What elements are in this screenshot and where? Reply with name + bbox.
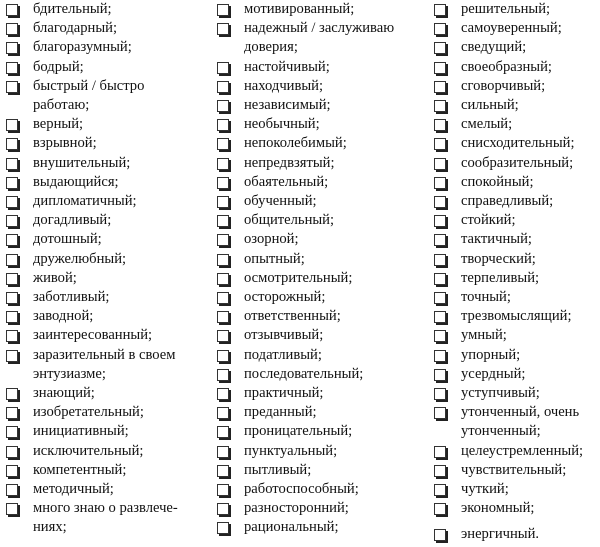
checklist-item-label-continuation: утонченный; [461,423,541,440]
checkbox-icon[interactable] [434,465,446,477]
checklist-item[interactable] [6,307,206,326]
checklist-item-label: экономный; [461,500,535,517]
checkbox-icon[interactable] [434,407,446,419]
checklist-item[interactable] [6,346,206,384]
checklist-column-1 [6,0,206,538]
checklist-item-label: смелый; [461,116,513,133]
checklist-item-label: внушительный; [33,154,131,171]
checklist-item-label: стойкий; [461,212,516,229]
checkbox-icon[interactable] [6,292,18,304]
checklist-item[interactable] [6,442,206,461]
checkbox-icon[interactable] [434,254,446,266]
checkbox-icon[interactable] [217,4,229,16]
checkbox-icon[interactable] [217,407,229,419]
checklist-item-label: осмотрительный; [244,269,353,286]
checkbox-icon[interactable] [434,177,446,189]
checklist-item[interactable] [6,384,206,403]
checklist-item-label: терпеливый; [461,269,540,286]
checklist-item-label: своеобразный; [461,58,552,75]
checklist-item-label: заводной; [33,308,94,325]
checkbox-icon[interactable] [434,369,446,381]
checkbox-icon[interactable] [217,234,229,246]
checklist-item[interactable] [217,442,427,461]
checklist-item-label: последовательный; [244,365,364,382]
checklist-item-label-continuation: работаю; [33,97,90,114]
checkbox-icon[interactable] [6,81,18,93]
checklist-item-label-continuation: ниях; [33,519,67,536]
checkbox-icon[interactable] [6,484,18,496]
checklist-item-label: утонченный, очень [461,404,580,421]
checklist-item-label: снисходительный; [461,135,575,152]
checklist-item-label: общительный; [244,212,335,229]
checkbox-icon[interactable] [217,81,229,93]
checkbox-icon[interactable] [217,311,229,323]
checkbox-icon[interactable] [434,234,446,246]
checklist-item-label: целеустремленный; [461,442,584,459]
checklist-item[interactable] [434,525,600,544]
checklist-item[interactable] [6,192,206,211]
checkbox-icon[interactable] [434,388,446,400]
checkbox-icon[interactable] [217,62,229,74]
checklist-item[interactable] [217,154,427,173]
checklist-item-label: самоуверенный; [461,20,562,37]
checklist-item-label: умный; [461,327,507,344]
checklist-item[interactable] [6,173,206,192]
checklist-item[interactable] [434,403,600,441]
checklist-item[interactable] [434,365,600,384]
checklist-item-label: сведущий; [461,39,527,56]
checklist-item[interactable] [434,384,600,403]
checkbox-icon[interactable] [217,23,229,35]
checklist-item[interactable] [434,346,600,365]
checklist-item-label: мотивированный; [244,1,355,17]
checklist-item-label: чуткий; [461,481,509,498]
checklist-item-label: энергичный. [461,526,540,543]
checklist-item-label: взрывной; [33,135,97,152]
checkbox-icon[interactable] [434,529,446,541]
checklist-item-label: опытный; [244,250,305,267]
checklist-item-label: заботливый; [33,289,110,306]
checkbox-icon[interactable] [6,234,18,246]
checkbox-icon[interactable] [217,138,229,150]
checklist-item[interactable] [6,19,206,38]
checklist-item-label: творческий; [461,250,536,267]
checklist-item-label: точный; [461,289,511,306]
checkbox-icon[interactable] [6,426,18,438]
checklist-item-label: ответственный; [244,308,341,325]
checklist-item-label: чувствительный; [461,461,567,478]
checklist-item[interactable] [217,499,427,518]
checklist-item[interactable] [217,230,427,249]
checklist-item-label: инициативный; [33,423,129,440]
checklist-item-label: отзывчивый; [244,327,324,344]
checklist-item[interactable] [217,365,427,384]
checklist-item-label: дотошный; [33,231,102,248]
checklist-item[interactable] [217,0,427,19]
checkbox-icon[interactable] [6,273,18,285]
checklist-item[interactable] [6,211,206,230]
checklist-item-label: пытливый; [244,461,312,478]
checklist-item[interactable] [434,480,600,499]
checklist-item[interactable] [217,269,427,288]
checkbox-icon[interactable] [6,330,18,342]
checklist-item[interactable] [217,134,427,153]
checklist-item-label: обаятельный; [244,173,329,190]
checklist-item-label: осторожный; [244,289,326,306]
checklist-item[interactable] [217,403,427,422]
checklist-item-label: пунктуальный; [244,442,338,459]
checkbox-icon[interactable] [217,273,229,285]
checklist-item-label: надежный / заслуживаю [244,20,395,37]
checklist-item[interactable] [217,480,427,499]
checklist-item-label: заинтересованный; [33,327,153,344]
checklist-item-label: настойчивый; [244,58,330,75]
checklist-item[interactable] [217,346,427,365]
checklist-column-2 [217,0,427,538]
checkbox-icon[interactable] [6,407,18,419]
checkbox-icon[interactable] [217,292,229,304]
checklist-item[interactable] [6,134,206,153]
checklist-item[interactable] [434,173,600,192]
checkbox-icon[interactable] [6,62,18,74]
checklist-item[interactable] [434,211,600,230]
checklist-item-label: изобретательный; [33,404,144,421]
checkbox-icon[interactable] [217,388,229,400]
checkbox-icon[interactable] [434,446,446,458]
checklist-item[interactable] [217,518,427,537]
checklist-item[interactable] [6,58,206,77]
checklist-item[interactable] [434,288,600,307]
checkbox-icon[interactable] [434,158,446,170]
checklist-item[interactable] [217,307,427,326]
checklist-item-label: трезвомыслящий; [461,308,572,325]
checklist-item-label: бодрый; [33,58,84,75]
checkbox-icon[interactable] [434,273,446,285]
checkbox-icon[interactable] [434,350,446,362]
checklist-item[interactable] [217,326,427,345]
checklist-item-label: независимый; [244,97,331,114]
checklist-item-label: сильный; [461,97,519,114]
checklist-item-label: усердный; [461,365,526,382]
checkbox-icon[interactable] [434,484,446,496]
checklist-item-label: спокойный; [461,173,534,190]
checklist-item[interactable] [434,0,600,19]
checklist-item[interactable] [434,250,600,269]
checklist-item[interactable] [217,192,427,211]
checklist-column-3 [434,0,600,545]
checklist-item[interactable] [217,96,427,115]
checklist-item-label: бдительный; [33,1,112,17]
checkbox-icon[interactable] [434,292,446,304]
checklist-item-label: рациональный; [244,519,339,536]
checklist-item[interactable] [434,230,600,249]
checkbox-icon[interactable] [434,215,446,227]
checklist-item-label: выдающийся; [33,173,119,190]
checkbox-icon[interactable] [434,81,446,93]
checklist-item[interactable] [217,115,427,134]
checkbox-icon[interactable] [6,388,18,400]
checklist-item-label: верный; [33,116,84,133]
checklist-item-label: сговорчивый; [461,77,546,94]
checklist-item[interactable] [6,499,206,537]
checkbox-icon[interactable] [217,503,229,515]
checklist-item[interactable] [6,230,206,249]
checklist-item[interactable] [217,211,427,230]
checklist-item-label: находчивый; [244,77,324,94]
checklist-item[interactable] [434,134,600,153]
checkbox-icon[interactable] [217,254,229,266]
checklist-item-label: упорный; [461,346,521,363]
checkbox-icon[interactable] [217,465,229,477]
checklist-item[interactable] [434,19,600,38]
checklist-item[interactable] [434,326,600,345]
checklist-item[interactable] [217,288,427,307]
checkbox-icon[interactable] [6,177,18,189]
checkbox-icon[interactable] [6,215,18,227]
checklist-item-label: знающий; [33,385,95,402]
checklist-item-label: работоспособный; [244,481,359,498]
checklist-item-label: непоколебимый; [244,135,347,152]
checklist-item[interactable] [434,58,600,77]
checkbox-icon[interactable] [434,62,446,74]
checklist-item-label: необычный; [244,116,320,133]
checkbox-icon[interactable] [6,23,18,35]
checklist-item-label: справедливый; [461,193,554,210]
checklist-item[interactable] [6,77,206,115]
checklist-item[interactable] [217,19,427,57]
checklist-item-label: компетентный; [33,461,127,478]
checklist-item-label: податливый; [244,346,322,363]
checkbox-icon[interactable] [217,369,229,381]
checklist-item[interactable] [434,442,600,461]
checklist-item[interactable] [434,461,600,480]
checkbox-icon[interactable] [434,503,446,515]
checkbox-icon[interactable] [217,522,229,534]
checklist-item-label: практичный; [244,385,324,402]
checklist-item[interactable] [434,38,600,57]
checklist-item[interactable] [434,499,600,518]
checklist-item[interactable] [6,154,206,173]
checkbox-icon[interactable] [6,158,18,170]
checklist-item[interactable] [217,461,427,480]
checklist-item[interactable] [434,154,600,173]
checklist-item[interactable] [217,173,427,192]
checklist-item[interactable] [434,96,600,115]
checklist-item[interactable] [6,326,206,345]
checkbox-icon[interactable] [217,158,229,170]
checklist-item-label: благодарный; [33,20,117,37]
checklist-item[interactable] [6,422,206,441]
checklist-item-label: проницательный; [244,423,353,440]
checklist-item[interactable] [434,192,600,211]
checkbox-icon[interactable] [434,119,446,131]
checkbox-icon[interactable] [6,196,18,208]
checkbox-icon[interactable] [6,138,18,150]
checkbox-icon[interactable] [217,177,229,189]
checkbox-icon[interactable] [434,100,446,112]
checklist-item-label: быстрый / быстро [33,77,145,94]
checklist-item-label: живой; [33,269,77,286]
checkbox-icon[interactable] [217,330,229,342]
checkbox-icon[interactable] [217,196,229,208]
checklist-item[interactable] [217,77,427,96]
checkbox-icon[interactable] [217,100,229,112]
checkbox-icon[interactable] [434,23,446,35]
checklist-item-label: заразительный в своем [33,346,176,363]
checklist-item[interactable] [434,307,600,326]
checkbox-icon[interactable] [217,484,229,496]
checklist-item[interactable] [434,77,600,96]
checklist-item[interactable] [434,115,600,134]
checklist-item-label: обученный; [244,193,317,210]
checkbox-icon[interactable] [217,215,229,227]
checklist-item[interactable] [6,480,206,499]
checkbox-icon[interactable] [434,138,446,150]
checklist-item-label: тактичный; [461,231,532,248]
checklist-item[interactable] [217,58,427,77]
checkbox-icon[interactable] [434,4,446,16]
checkbox-icon[interactable] [6,311,18,323]
checkbox-icon[interactable] [217,426,229,438]
checklist-item-label: разносторонний; [244,500,349,517]
checkbox-icon[interactable] [6,465,18,477]
checkbox-icon[interactable] [217,350,229,362]
checklist-item-label: дружелюбный; [33,250,127,267]
checkbox-icon[interactable] [6,4,18,16]
checklist-item-label: дипломатичный; [33,193,137,210]
checklist-item[interactable] [217,250,427,269]
checklist-item-label: решительный; [461,1,551,17]
checkbox-icon[interactable] [434,311,446,323]
checklist-item-label-continuation: энтузиазме; [33,365,106,382]
checklist-item[interactable] [6,38,206,57]
checkbox-icon[interactable] [6,350,18,362]
checklist-item-label: благоразумный; [33,39,132,56]
checkbox-icon[interactable] [217,446,229,458]
checkbox-icon[interactable] [6,446,18,458]
checklist-item[interactable] [217,422,427,441]
checklist-item[interactable] [6,403,206,422]
checklist-item-label: преданный; [244,404,317,421]
checkbox-icon[interactable] [6,503,18,515]
checkbox-icon[interactable] [434,196,446,208]
checkbox-icon[interactable] [217,119,229,131]
checkbox-icon[interactable] [434,42,446,54]
checklist-item[interactable] [6,250,206,269]
checkbox-icon[interactable] [434,330,446,342]
checklist-item-label-continuation: доверия; [244,39,298,56]
checklist-item-label: непредвзятый; [244,154,335,171]
checkbox-icon[interactable] [6,119,18,131]
checklist-item[interactable] [6,115,206,134]
checklist-item-label: исключительный; [33,442,144,459]
checklist-item-label: методичный; [33,481,114,498]
checklist-item[interactable] [6,288,206,307]
checklist-item-label: уступчивый; [461,385,540,402]
checklist-item[interactable] [6,461,206,480]
checklist-item-label: догадливый; [33,212,112,229]
checkbox-icon[interactable] [6,254,18,266]
checklist-item[interactable] [434,269,600,288]
checklist-item-label: озорной; [244,231,299,248]
checkbox-icon[interactable] [6,42,18,54]
checklist-item[interactable] [6,0,206,19]
checklist-item[interactable] [217,384,427,403]
checklist-item-label: сообразительный; [461,154,574,171]
checklist-item[interactable] [6,269,206,288]
checklist-item-label: много знаю о развлече- [33,500,178,517]
